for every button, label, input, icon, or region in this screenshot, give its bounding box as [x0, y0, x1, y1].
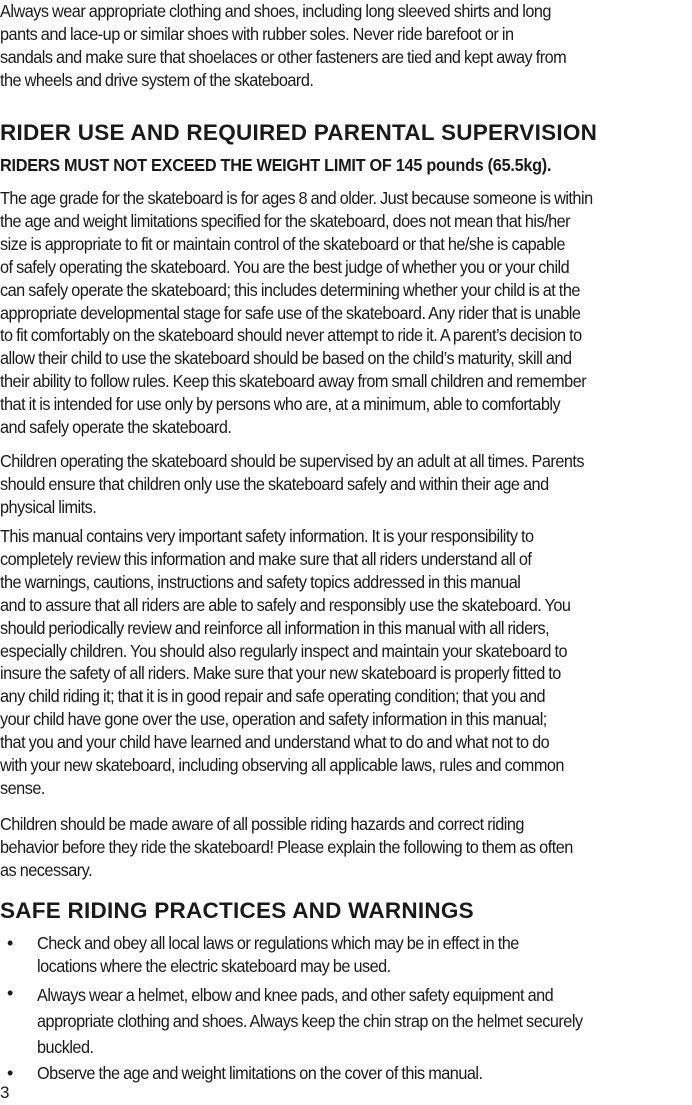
paragraph-line: that you and your child have learned and understand what to do and what not to do	[0, 732, 550, 753]
bullet-text	[37, 932, 688, 978]
paragraph-line: sense.	[0, 777, 45, 798]
paragraph-line: with your new skateboard, including observing all applicable laws, rules and common	[0, 755, 564, 776]
paragraph-line: completely review this information and make sure that all riders understand all of	[0, 548, 532, 569]
safety-bullet-list	[0, 932, 692, 1085]
paragraph-line: Always wear appropriate clothing and shoes, including long sleeved shirts and long	[0, 1, 551, 21]
paragraph-line: Children should be made aware of all possible riding hazards and correct riding	[0, 814, 524, 834]
bullet-text	[37, 1062, 688, 1085]
bullet-icon: •	[7, 982, 14, 1003]
paragraph-line: Children operating the skateboard should be supervised by an adult at all times. Parents	[0, 451, 585, 471]
list-item	[0, 932, 692, 978]
page-number: 3	[0, 1083, 10, 1102]
paragraph-line: that it is intended for use only by persons who are, at a minimum, able to comfortably	[0, 394, 561, 415]
bullet-icon: •	[7, 933, 14, 953]
bullet-line: buckled.	[37, 1036, 94, 1057]
paragraph-line: should periodically review and reinforce all information in this manual with all riders,	[0, 617, 550, 638]
bullet-line: Always wear a helmet, elbow and knee pads, and other safety equipment and	[37, 984, 554, 1005]
paragraph-line: can safely operate the skateboard; this includes determining whether your child is at the	[0, 279, 580, 300]
supervision-paragraph	[0, 450, 690, 519]
age-grade-paragraph	[0, 187, 690, 439]
paragraph-line: size is appropriate to fit or maintain control of the skateboard or that he/she is capable	[0, 233, 565, 254]
paragraph-line: their ability to follow rules. Keep this skateboard away from small children and remember	[0, 371, 587, 392]
section-heading-safe-riding: SAFE RIDING PRACTICES AND WARNINGS	[0, 898, 474, 923]
weight-limit-warning: RIDERS MUST NOT EXCEED THE WEIGHT LIMIT OF 145 pounds (65.5kg).	[0, 155, 552, 175]
paragraph-line: allow their child to use the skateboard should be based on the child’s maturity, skill and	[0, 348, 572, 369]
paragraph-line: behavior before they ride the skateboard! Please explain the following to them as often	[0, 836, 573, 857]
bullet-icon: •	[7, 1062, 14, 1083]
hazards-paragraph	[0, 813, 690, 882]
paragraph-line: any child riding it; that it is in good repair and safe operating condition; that you and	[0, 686, 546, 707]
paragraph-line: physical limits.	[0, 496, 97, 517]
paragraph-line: as necessary.	[0, 859, 93, 880]
section-heading-rider-use: RIDER USE AND REQUIRED PARENTAL SUPERVISION	[0, 120, 598, 145]
paragraph-line: and to assure that all riders are able to safely and responsibly use the skateboard. You	[0, 594, 571, 615]
paragraph-line: the wheels and drive system of the skateboard.	[0, 69, 314, 90]
responsibility-paragraph	[0, 525, 690, 800]
paragraph-line: the warnings, cautions, instructions and safety topics addressed in this manual	[0, 571, 521, 592]
list-item	[0, 1062, 692, 1085]
paragraph-line: and safely operate the skateboard.	[0, 417, 232, 438]
paragraph-line: of safely operating the skateboard. You are the best judge of whether you or your child	[0, 256, 570, 277]
paragraph-line: should ensure that children only use the skateboard safely and within their age and	[0, 473, 549, 494]
paragraph-line: your child have gone over the use, operation and safety information in this manual;	[0, 709, 547, 730]
bullet-text	[37, 982, 688, 1060]
bullet-line: Observe the age and weight limitations on the cover of this manual.	[37, 1062, 483, 1083]
paragraph-line: especially children. You should also regularly inspect and maintain your skateboard to	[0, 640, 568, 661]
list-item	[0, 982, 692, 1060]
paragraph-line: to fit comfortably on the skateboard should never attempt to ride it. A parent’s decision to	[0, 325, 582, 346]
intro-paragraph	[0, 0, 690, 92]
paragraph-line: The age grade for the skateboard is for ages 8 and older. Just because someone is within	[0, 188, 593, 208]
paragraph-line: appropriate developmental stage for safe use of the skateboard. Any rider that is unable	[0, 302, 581, 323]
bullet-line: Check and obey all local laws or regulations which may be in effect in the	[37, 933, 519, 953]
paragraph-line: sandals and make sure that shoelaces or other fasteners are tied and kept away from	[0, 46, 567, 67]
paragraph-line: insure the safety of all riders. Make sure that your new skateboard is properly fitted to	[0, 663, 561, 684]
paragraph-line: the age and weight limitations specified for the skateboard, does not mean that his/her	[0, 210, 571, 231]
bullet-line: appropriate clothing and shoes. Always keep the chin strap on the helmet securely	[37, 1010, 583, 1031]
paragraph-line: pants and lace-up or similar shoes with rubber soles. Never ride barefoot or in	[0, 23, 514, 44]
paragraph-line: This manual contains very important safety information. It is your responsibility to	[0, 526, 534, 546]
bullet-line: locations where the electric skateboard may be used.	[37, 955, 391, 976]
